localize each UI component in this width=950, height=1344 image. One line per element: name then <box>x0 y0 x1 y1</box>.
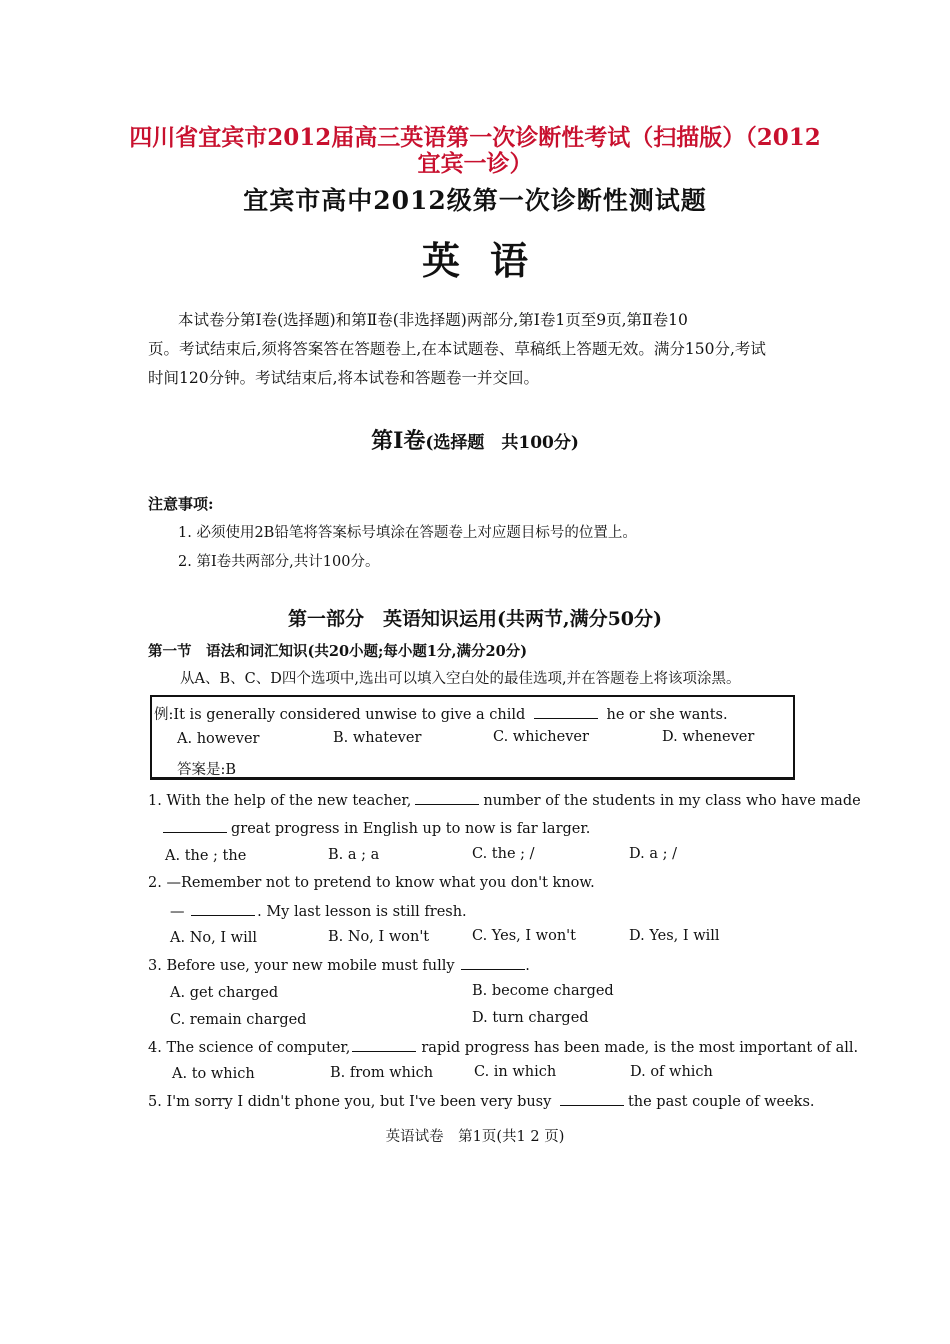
intro-line-2: 页。考试结束后,须将答案答在答题卷上,在本试题卷、草稿纸上答题无效。满分150分,考试 <box>148 340 766 358</box>
question-text: the past couple of weeks. <box>627 1094 815 1110</box>
example-stem-b: he or she wants. <box>606 707 728 723</box>
q3-option-d: D. turn charged <box>472 1010 589 1026</box>
volume-heading <box>0 424 950 455</box>
q3-option-a: A. get charged <box>170 985 279 1001</box>
document-title-line2: 宜宾一诊） <box>417 150 533 177</box>
q1-option-d: D. a ; / <box>629 846 677 862</box>
section1-title: 第一节 语法和词汇知识(共20小题;每小题1分,满分20分) <box>148 643 528 660</box>
q4-option-c: C. in which <box>474 1064 557 1080</box>
question-text: I'm sorry I didn't phone you, but I've been very busy <box>166 1094 552 1110</box>
q3-option-b: B. become charged <box>472 983 614 999</box>
volume-title: 第Ⅰ卷 <box>371 428 426 454</box>
question-text: number of the students in my class who have made <box>483 793 861 809</box>
q1-option-c: C. the ; / <box>472 846 535 862</box>
q2-option-b: B. No, I won't <box>328 929 430 945</box>
question-text: . <box>525 958 530 974</box>
q4-option-d: D. of which <box>630 1064 713 1080</box>
example-stem <box>154 703 728 724</box>
question-number: 1. <box>148 793 162 809</box>
note-item-2: 2. 第Ⅰ卷共两部分,共计100分。 <box>178 554 380 570</box>
subject-title: 英语 <box>421 238 558 283</box>
question-2-line-2 <box>170 903 467 920</box>
q2-option-a: A. No, I will <box>170 930 257 946</box>
intro-line-1: 本试卷分第Ⅰ卷(选择题)和第Ⅱ卷(非选择题)两部分,第Ⅰ卷1页至9页,第Ⅱ卷10 <box>178 311 688 329</box>
example-stem-a: It is generally considered unwise to give a child <box>173 707 526 723</box>
q3-option-c: C. remain charged <box>170 1012 307 1028</box>
example-prefix: 例: <box>154 707 174 723</box>
volume-subtitle: (选择题 共100分) <box>425 433 579 453</box>
example-option-a: A. however <box>177 731 260 747</box>
question-text: Before use, your new mobile must fully <box>166 958 455 974</box>
answer-blank <box>534 706 598 719</box>
q2-option-c: C. Yes, I won't <box>472 928 576 944</box>
q2-option-d: D. Yes, I will <box>629 928 720 944</box>
q1-option-b: B. a ; a <box>328 847 380 863</box>
exam-subtitle: 宜宾市高中2012级第一次诊断性测试题 <box>243 186 707 215</box>
question-3-line-1 <box>148 957 530 974</box>
document-title-line1: 四川省宜宾市2012届高三英语第一次诊断性考试（扫描版）（2012 <box>129 124 821 151</box>
answer-blank <box>163 820 227 833</box>
question-number: 3. <box>148 958 162 974</box>
part1-title: 第一部分 英语知识运用(共两节,满分50分) <box>287 608 663 630</box>
example-answer: 答案是:B <box>177 762 237 778</box>
question-number: 4. <box>148 1040 162 1056</box>
answer-blank <box>560 1093 624 1106</box>
intro-line-3: 时间120分钟。考试结束后,将本试卷和答题卷一并交回。 <box>148 369 540 387</box>
question-text: rapid progress has been made, is the most important of all. <box>421 1040 859 1056</box>
question-text: With the help of the new teacher, <box>166 793 412 809</box>
answer-blank <box>461 957 525 970</box>
question-text: The science of computer, <box>166 1040 351 1056</box>
question-text: great progress in English up to now is far larger. <box>231 821 591 837</box>
section1-instruction: 从A、B、C、D四个选项中,选出可以填入空白处的最佳选项,并在答题卷上将该项涂黑。 <box>180 671 741 687</box>
q4-option-b: B. from which <box>330 1065 434 1081</box>
question-text: — <box>170 904 185 920</box>
page-footer: 英语试卷 第1页(共1 2 页) <box>385 1129 565 1145</box>
q4-option-a: A. to which <box>172 1066 255 1082</box>
question-text: . My last lesson is still fresh. <box>257 904 467 920</box>
example-option-c: C. whichever <box>493 729 589 745</box>
question-text: —Remember not to pretend to know what you don't know. <box>166 875 595 891</box>
answer-blank <box>352 1039 416 1052</box>
notes-heading: 注意事项: <box>148 495 214 513</box>
question-1-line-2 <box>163 820 590 837</box>
question-1-line-1 <box>148 792 861 809</box>
question-number: 2. <box>148 875 162 891</box>
example-option-d: D. whenever <box>662 729 755 745</box>
question-2-line-1 <box>148 875 595 891</box>
question-4-line-1 <box>148 1039 858 1056</box>
example-option-b: B. whatever <box>333 730 422 746</box>
answer-blank <box>191 903 255 916</box>
answer-blank <box>415 792 479 805</box>
question-number: 5. <box>148 1094 162 1110</box>
q1-option-a: A. the ; the <box>165 848 247 864</box>
note-item-1: 1. 必须使用2B铅笔将答案标号填涂在答题卷上对应题目标号的位置上。 <box>178 525 637 541</box>
question-5-line-1 <box>148 1093 815 1110</box>
